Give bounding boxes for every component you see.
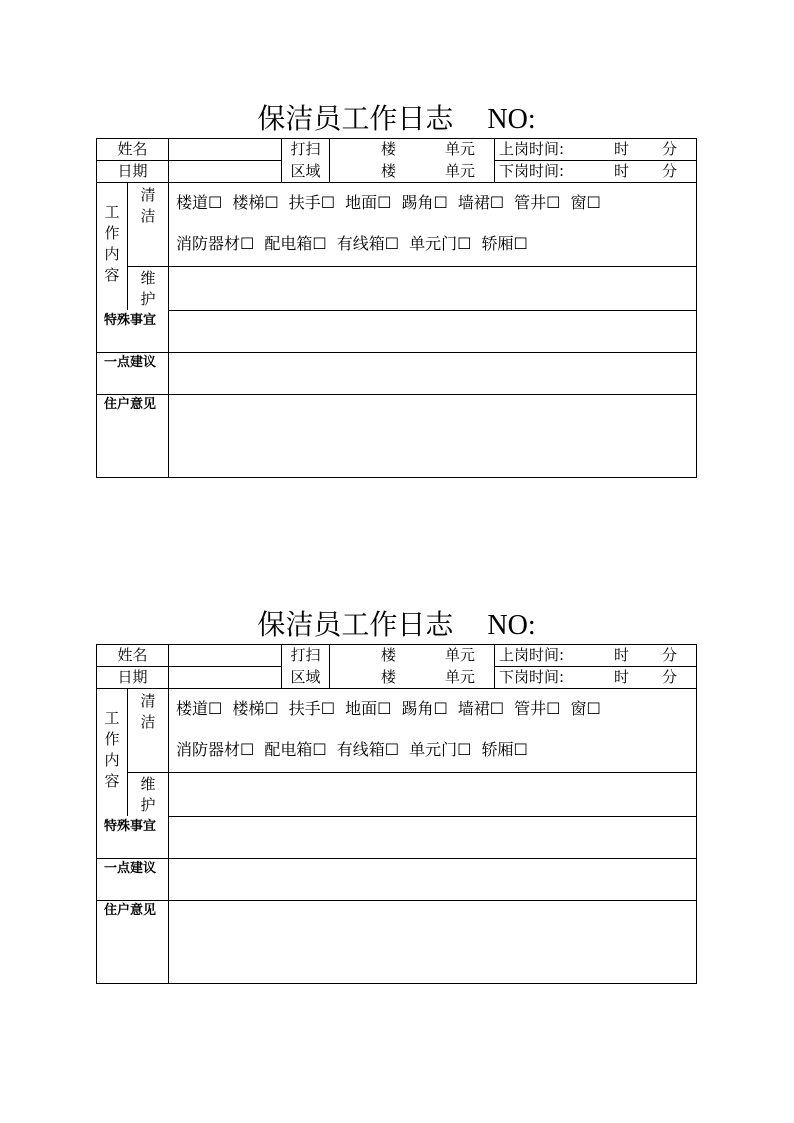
special-matters-label: 特殊事宜 (104, 819, 157, 834)
grid-line (494, 139, 495, 183)
checkbox-item[interactable]: 楼道☐ (176, 193, 223, 212)
clean-label: 清洁 (140, 692, 156, 731)
checkbox-item[interactable]: 单元门☐ (409, 740, 472, 759)
minute-label: 分 (662, 162, 678, 180)
form-title (96, 100, 697, 138)
grid-line (329, 139, 330, 183)
checkbox-item[interactable]: 窗☐ (570, 193, 601, 212)
minute-label: 分 (662, 646, 678, 664)
minute-label: 分 (662, 140, 678, 158)
checkbox-item[interactable]: 踢角☐ (401, 193, 448, 212)
maintain-field[interactable] (169, 773, 697, 816)
name-label: 姓名 (117, 646, 148, 664)
checkbox-item[interactable]: 扶手☐ (288, 193, 336, 212)
grid-line (168, 816, 697, 817)
building-label: 楼 (381, 162, 397, 180)
name-label: 姓名 (117, 140, 148, 158)
resident-opinion-label: 住户意见 (104, 903, 157, 918)
checkbox-item[interactable]: 楼梯☐ (232, 699, 279, 718)
resident-opinion-field[interactable] (169, 901, 697, 984)
special-matters-label: 特殊事宜 (104, 313, 157, 328)
building-label: 楼 (381, 668, 397, 686)
off-duty-time-label: 下岗时间: (499, 162, 565, 180)
grid-line (329, 645, 330, 689)
form-title-text: 保洁员工作日志 (257, 608, 454, 641)
checkbox-item[interactable]: 踢角☐ (401, 699, 448, 718)
checkbox-item[interactable]: 轿厢☐ (481, 234, 528, 253)
form-number-label: NO: (487, 104, 536, 135)
checkbox-item[interactable]: 管井☐ (514, 193, 561, 212)
hour-label: 时 (614, 162, 630, 180)
name-field[interactable] (169, 645, 281, 666)
suggestion-field[interactable] (169, 353, 697, 394)
form-grid (96, 644, 697, 984)
grid-line (168, 310, 697, 311)
checkbox-item[interactable]: 有线箱☐ (336, 740, 400, 759)
hour-label: 时 (614, 646, 630, 664)
checkbox-item[interactable]: 配电箱☐ (264, 234, 327, 253)
unit-label: 单元 (445, 162, 476, 180)
checkbox-item[interactable]: 墙裙☐ (457, 193, 505, 212)
clean-items-row-1 (176, 192, 611, 214)
checkbox-item[interactable]: 楼道☐ (176, 699, 223, 718)
form-title (96, 606, 697, 644)
checkbox-item[interactable]: 轿厢☐ (481, 740, 528, 759)
form-grid (96, 138, 697, 478)
checkbox-item[interactable]: 消防器材☐ (176, 234, 255, 253)
maintain-label: 维护 (140, 269, 156, 308)
clean-label: 清洁 (140, 186, 156, 225)
minute-label: 分 (662, 668, 678, 686)
checkbox-item[interactable]: 单元门☐ (409, 234, 472, 253)
checkbox-item[interactable]: 地面☐ (345, 699, 392, 718)
work-content-label: 工作内容 (104, 709, 120, 790)
work-content-label: 工作内容 (104, 203, 120, 284)
form-title-text: 保洁员工作日志 (257, 102, 454, 135)
hour-label: 时 (614, 668, 630, 686)
date-label: 日期 (117, 162, 148, 180)
checkbox-item[interactable]: 扶手☐ (288, 699, 336, 718)
area-label-line1: 打扫 (290, 140, 321, 158)
area-label-line2: 区域 (290, 162, 321, 180)
hour-label: 时 (614, 140, 630, 158)
checkbox-item[interactable]: 消防器材☐ (176, 740, 255, 759)
on-duty-time-label: 上岗时间: (499, 140, 565, 158)
grid-line (97, 688, 697, 689)
clean-items-row-1 (176, 698, 611, 720)
on-duty-time-label: 上岗时间: (499, 646, 565, 664)
maintain-label: 维护 (140, 775, 156, 814)
suggestion-label: 一点建议 (104, 355, 157, 370)
unit-label: 单元 (445, 668, 476, 686)
checkbox-item[interactable]: 窗☐ (570, 699, 601, 718)
checkbox-item[interactable]: 墙裙☐ (457, 699, 505, 718)
form-number-label: NO: (487, 610, 536, 641)
name-field[interactable] (169, 139, 281, 160)
clean-items-row-2 (176, 233, 538, 255)
grid-line (127, 689, 128, 816)
building-label: 楼 (381, 646, 397, 664)
date-field[interactable] (169, 161, 281, 182)
suggestion-field[interactable] (169, 859, 697, 900)
unit-label: 单元 (445, 646, 476, 664)
area-label-line2: 区域 (290, 668, 321, 686)
date-field[interactable] (169, 667, 281, 688)
checkbox-item[interactable]: 有线箱☐ (336, 234, 400, 253)
resident-opinion-field[interactable] (169, 395, 697, 478)
checkbox-item[interactable]: 地面☐ (345, 193, 392, 212)
suggestion-label: 一点建议 (104, 861, 157, 876)
grid-line (494, 645, 495, 689)
resident-opinion-label: 住户意见 (104, 397, 157, 412)
area-label-line1: 打扫 (290, 646, 321, 664)
checkbox-item[interactable]: 配电箱☐ (264, 740, 327, 759)
grid-line (127, 183, 128, 310)
off-duty-time-label: 下岗时间: (499, 668, 565, 686)
clean-items-row-2 (176, 739, 538, 761)
date-label: 日期 (117, 668, 148, 686)
checkbox-item[interactable]: 管井☐ (514, 699, 561, 718)
unit-label: 单元 (445, 140, 476, 158)
building-label: 楼 (381, 140, 397, 158)
checkbox-item[interactable]: 楼梯☐ (232, 193, 279, 212)
grid-line (97, 182, 697, 183)
maintain-field[interactable] (169, 267, 697, 310)
